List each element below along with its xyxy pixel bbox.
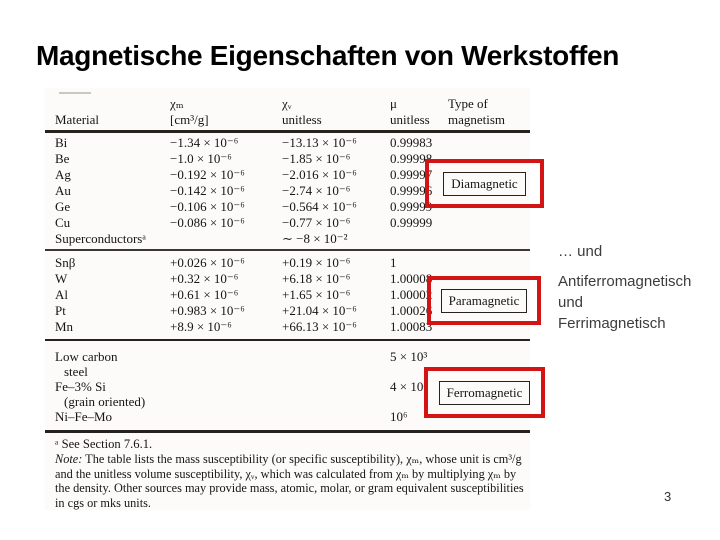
table-row [55,135,530,151]
header-material: Material [55,112,100,127]
cell-chi-m: +0.32 × 10⁻⁶ [170,271,239,286]
cell-material: Fe–3% Si (grain oriented) [55,379,146,409]
cell-type [448,231,530,247]
header-chi-v: χᵥ unitless [282,96,322,127]
cell-mu: 0.99998 [390,151,433,166]
table-row [55,231,530,247]
highlight-box-ferromagnetic [424,367,545,418]
cell-chi-m: −1.0 × 10⁻⁶ [170,151,232,166]
diamagnetic-label: Diamagnetic [443,172,525,196]
cell-material: Low carbon steel [55,349,118,379]
table-header-row [45,96,530,128]
cell-material: Au [55,183,71,198]
cell-chi-v: +1.65 × 10⁻⁶ [282,287,351,302]
cell-mu: 1.00008 [390,271,433,286]
cell-mu: 1.00083 [390,319,433,334]
cell-material: Ge [55,199,71,214]
cell-mu: 1.00026 [390,303,433,318]
header-type: Type of magnetism [448,96,506,127]
footnote-note [55,452,524,510]
cell-material: Mn [55,319,74,334]
cell-mu: 10⁶ [390,409,408,424]
header-mu: μ unitless [390,96,430,127]
table-bottom-rule [45,430,530,433]
cell-chi-v: −13.13 × 10⁻⁶ [282,135,357,150]
cell-chi-v: −0.564 × 10⁻⁶ [282,199,357,214]
cell-mu: 0.99983 [390,135,433,150]
table-row [55,215,530,231]
side-note-und: … und [558,243,603,260]
cell-type [448,135,530,151]
scanned-table-image [45,88,530,510]
cell-chi-m [170,231,282,247]
header-chi-m: χₘ [cm³/g] [170,96,209,127]
cell-chi-m: −0.142 × 10⁻⁶ [170,183,245,198]
cell-chi-m: −0.192 × 10⁻⁶ [170,167,245,182]
cell-mu: 0.99996 [390,183,433,198]
cell-type [448,255,530,271]
note-text: The table lists the mass susceptibility (or specific susceptibility), χₘ, whose unit is cm³/g and the unitless volume susceptibility, χᵥ, which was calculated from χₘ by multiplying χₘ by the density. Other sources may provide mass, atomic, molar, or gram equivalent susceptibilities in cgs or mks units. [55,452,524,510]
cell-chi-v: +6.18 × 10⁻⁶ [282,271,351,286]
cell-material: Cu [55,215,71,230]
cell-mu: 1.00002 [390,287,433,302]
cell-mu: 1 [390,255,397,270]
page-number: 3 [664,489,672,504]
cell-chi-m: −0.106 × 10⁻⁶ [170,199,245,214]
cell-chi-m: −1.34 × 10⁻⁶ [170,135,239,150]
cell-chi-m: +0.026 × 10⁻⁶ [170,255,245,270]
cell-chi-m: +0.983 × 10⁻⁶ [170,303,245,318]
section-rule [45,249,530,251]
cell-chi-v: −2.016 × 10⁻⁶ [282,167,357,182]
cell-mu: 4 × 10⁴ [390,379,428,394]
cell-material: Al [55,287,68,302]
slide-title: Magnetische Eigenschaften von Werkstoffen [36,40,620,71]
section-rule [45,339,530,341]
cell-chi-m: −0.086 × 10⁻⁶ [170,215,245,230]
cell-material: Snβ [55,255,76,270]
cell-material: Pt [55,303,66,318]
highlight-box-paramagnetic [427,276,541,325]
cell-chi-v: −1.85 × 10⁻⁶ [282,151,351,166]
scan-artifact-line [59,92,91,94]
cell-chi-v: +66.13 × 10⁻⁶ [282,319,357,334]
cell-mu: 0.99999 [390,215,433,230]
highlight-box-diamagnetic [425,159,544,208]
table-row [55,255,530,271]
cell-material: Be [55,151,70,166]
cell-chi-v: ∼ −8 × 10⁻² [282,231,348,246]
cell-chi-v: −2.74 × 10⁻⁶ [282,183,351,198]
footnote-a: ᵃ See Section 7.6.1. [55,437,153,451]
cell-mu: 0.99997 [390,167,433,182]
note-label: Note: [55,452,83,466]
cell-material: W [55,271,68,286]
header-rule [45,130,530,133]
cell-chi-v: +21.04 × 10⁻⁶ [282,303,357,318]
side-note-antiferro-ferri: Antiferromagnetisch und Ferrimagnetisch [558,273,692,332]
cell-mu [390,231,448,247]
cell-mu: 5 × 10³ [390,349,428,364]
cell-chi-m: +0.61 × 10⁻⁶ [170,287,239,302]
cell-material: Bi [55,135,68,150]
paramagnetic-label: Paramagnetic [441,289,528,313]
cell-type [448,215,530,231]
cell-mu: 0.99999 [390,199,433,214]
ferromagnetic-label: Ferromagnetic [439,381,531,405]
table-footnotes [45,437,530,510]
cell-material: Superconductorsᵃ [55,231,146,246]
cell-chi-v: +0.19 × 10⁻⁶ [282,255,351,270]
cell-material: Ni–Fe–Mo [55,409,113,424]
cell-chi-v: −0.77 × 10⁻⁶ [282,215,351,230]
cell-chi-m: +8.9 × 10⁻⁶ [170,319,232,334]
cell-material: Ag [55,167,71,182]
